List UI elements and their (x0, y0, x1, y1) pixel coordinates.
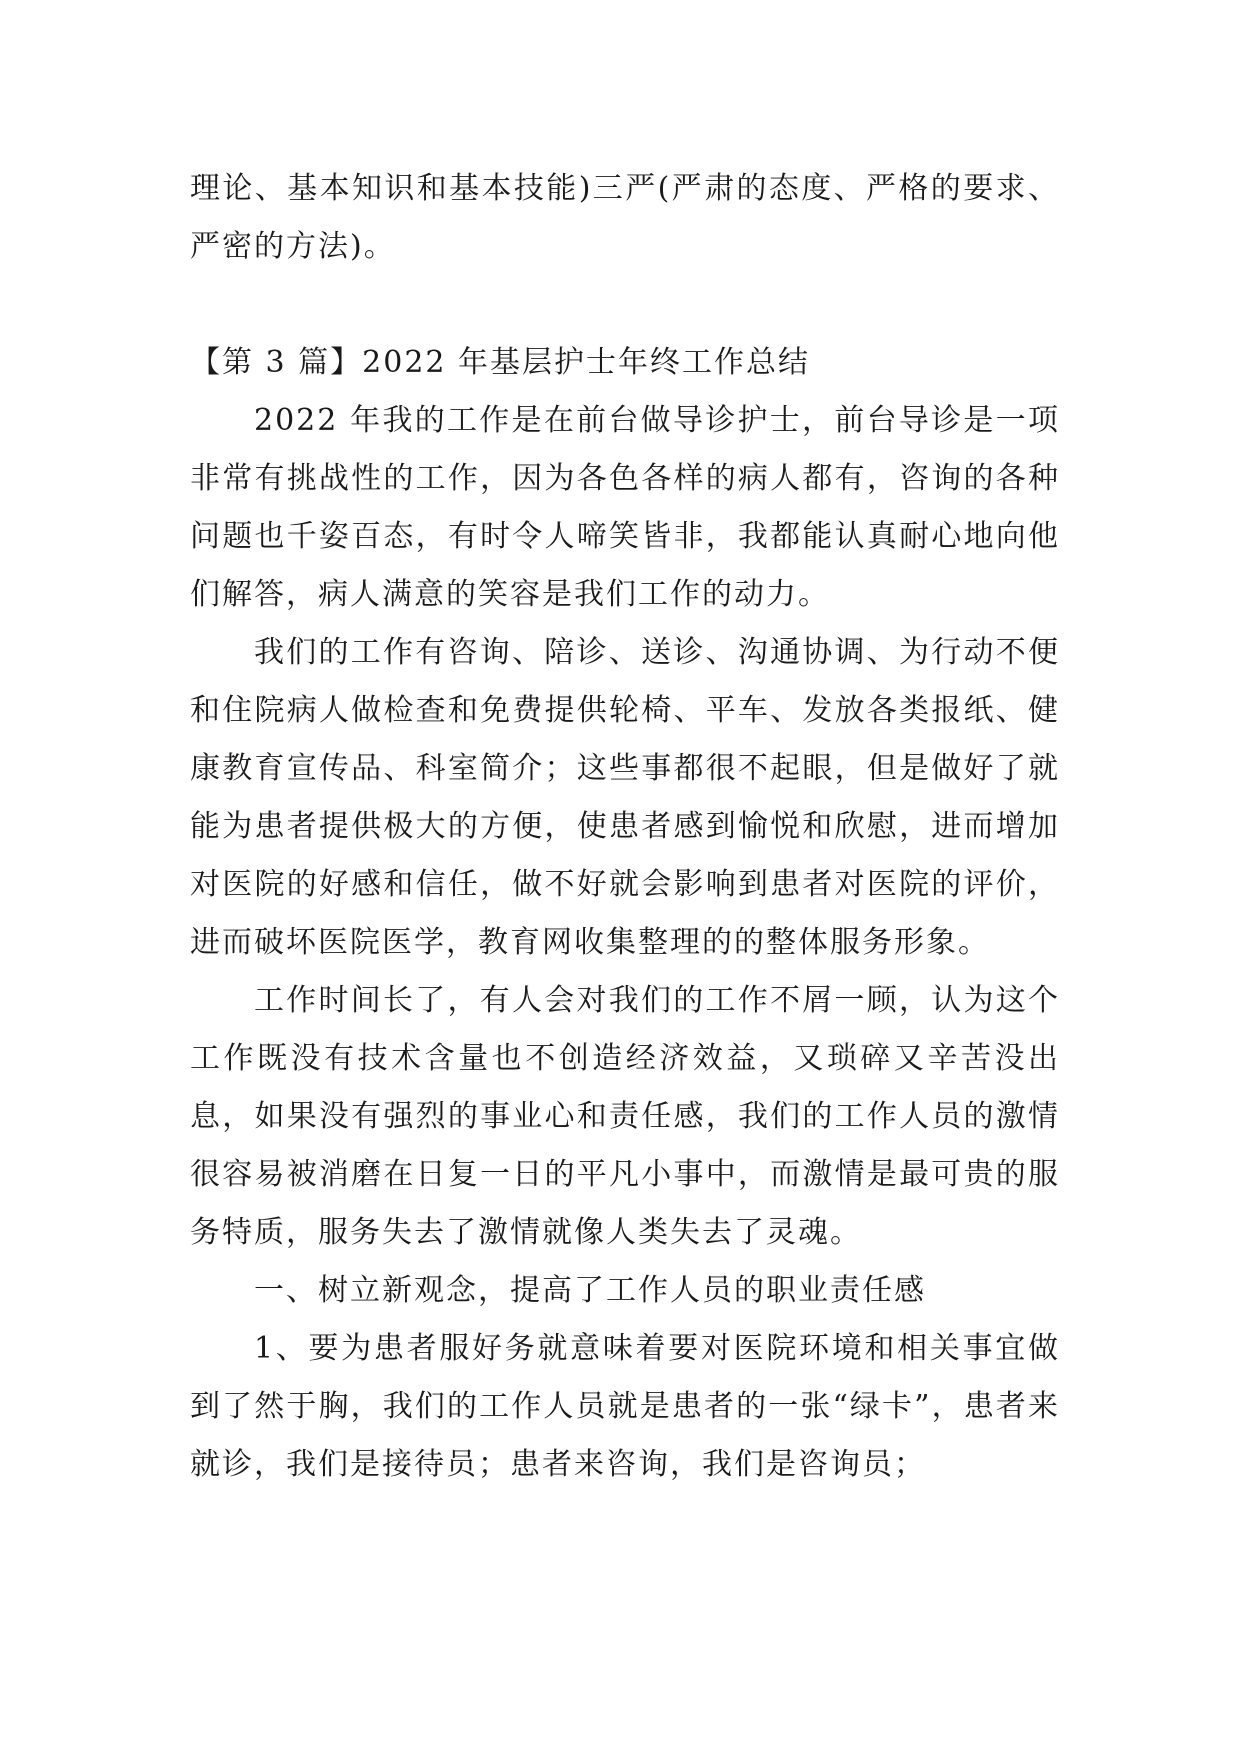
document-body (190, 160, 1060, 1494)
body-paragraph-1: 2022 年我的工作是在前台做导诊护士，前台导诊是一项非常有挑战性的工作，因为各色各样的病人都有，咨询的各种问题也千姿百态，有时令人啼笑皆非，我都能认真耐心地向他们解答，病人满意的笑容是我们工作的动力。 (190, 403, 1060, 612)
body-paragraph-3: 工作时间长了，有人会对我们的工作不屑一顾，认为这个工作既没有技术含量也不创造经济效益，又琐碎又辛苦没出息，如果没有强烈的事业心和责任感，我们的工作人员的激情很容易被消磨在日复一日的平凡小事中，而激情是最可贵的服务特质，服务失去了激情就像人类失去了灵魂。 (190, 983, 1060, 1250)
body-paragraph-2: 我们的工作有咨询、陪诊、送诊、沟通协调、为行动不便和住院病人做检查和免费提供轮椅、平车、发放各类报纸、健康教育宣传品、科室简介；这些事都很不起眼，但是做好了就能为患者提供极大的方便，使患者感到愉悦和欣慰，进而增加对医院的好感和信任，做不好就会影响到患者对医院的评价，进而破坏医院医学，教育网收集整理的的整体服务形象。 (190, 635, 1060, 960)
intro-paragraph: 理论、基本知识和基本技能)三严(严肃的态度、严格的要求、严密的方法)。 (190, 171, 1060, 264)
body-paragraph-4: 1、要为患者服好务就意味着要对医院环境和相关事宜做到了然于胸，我们的工作人员就是患者的一张“绿卡”，患者来就诊，我们是接待员；患者来咨询，我们是咨询员； (190, 1331, 1060, 1482)
paragraph-spacer (190, 276, 1060, 334)
section-heading: 【第 3 篇】2022 年基层护士年终工作总结 (190, 345, 811, 380)
subsection-heading: 一、树立新观念，提高了工作人员的职业责任感 (254, 1273, 926, 1308)
